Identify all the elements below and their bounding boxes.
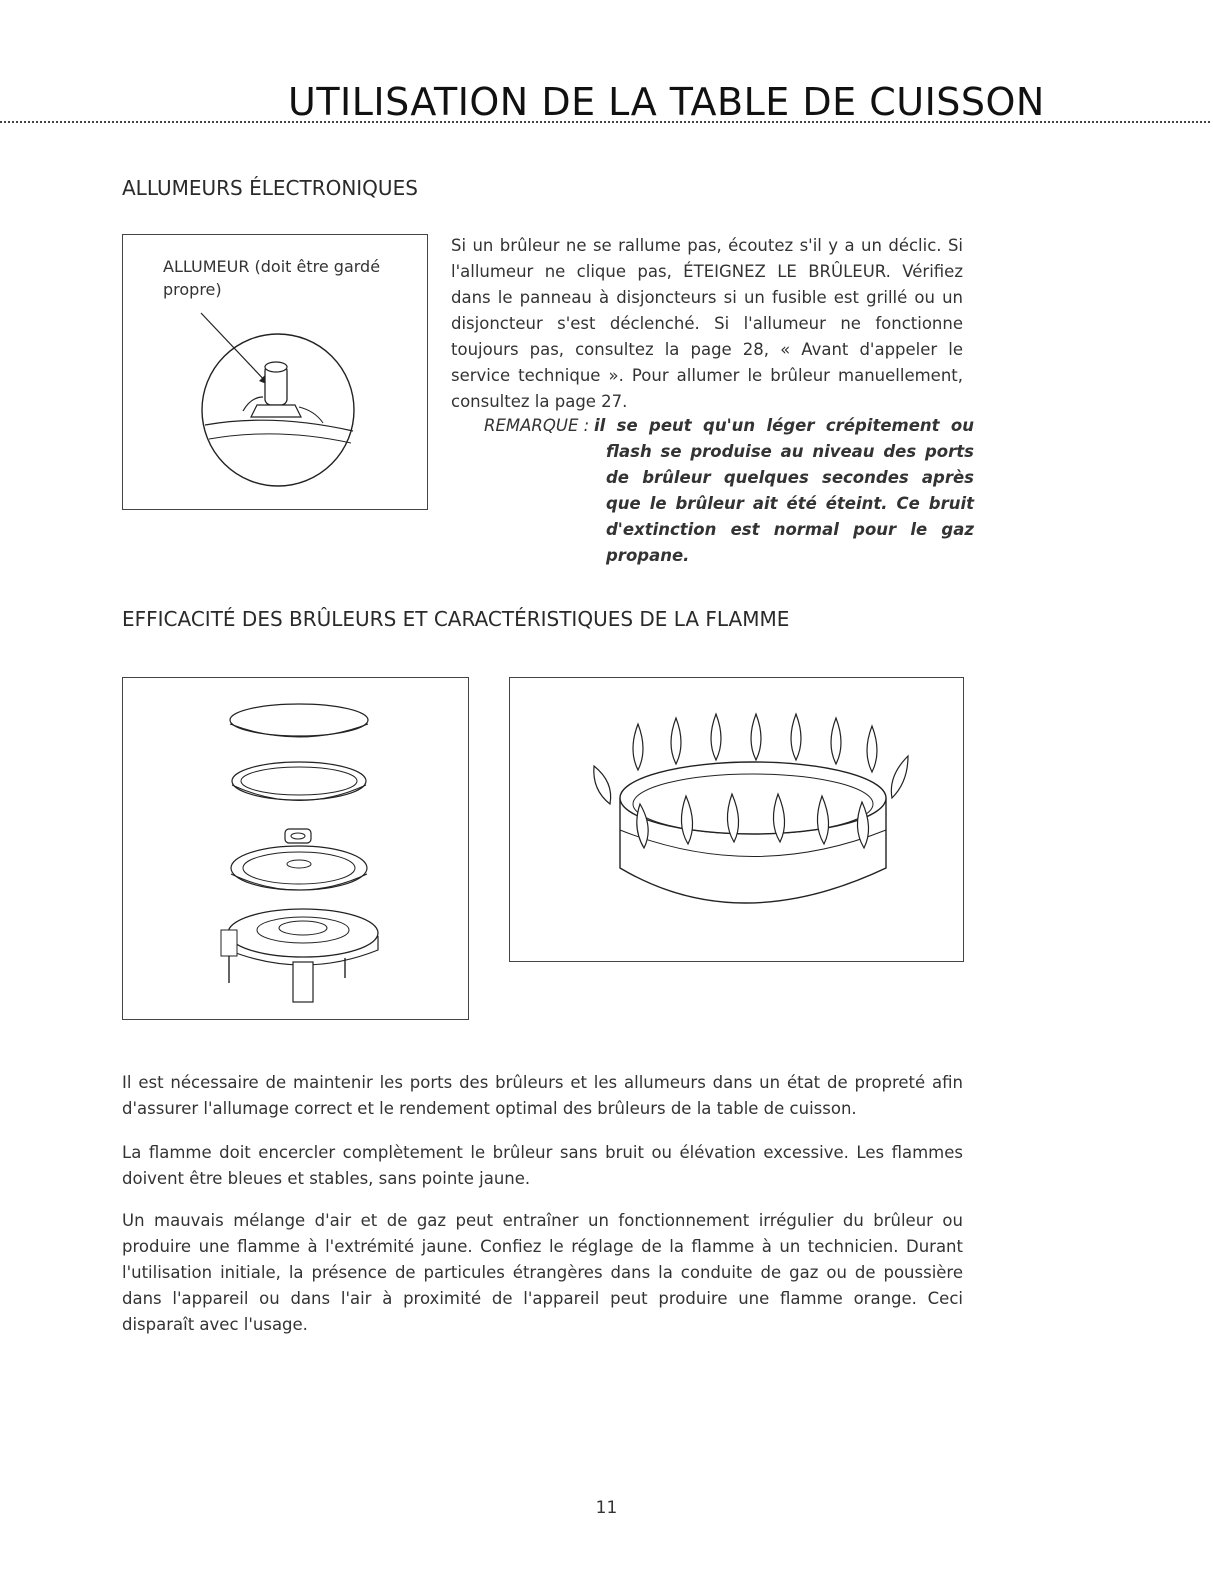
burner-flame-illustration (510, 678, 965, 963)
section-heading-flame: EFFICACITÉ DES BRÛLEURS ET CARACTÉRISTIQUES DE LA FLAMME (122, 607, 790, 631)
page-title: UTILISATION DE LA TABLE DE CUISSON (288, 80, 1045, 124)
flame-paragraph-3: Un mauvais mélange d'air et de gaz peut entraîner un fonctionnement irrégulier du brûleur ou produire une flamme à l'extrémité jaune. Confiez le réglage de la flamme à un technicien. Durant l'utilisation initiale, la présence de particules étrangères dans la conduite de gaz ou de poussière dans l'appareil ou dans l'air à proximité de l'appareil peut produire une flamme orange. Ceci disparaît avec l'usage. (122, 1211, 963, 1334)
igniter-illustration (123, 235, 429, 511)
igniter-figure (122, 234, 428, 510)
note-text: il se peut qu'un léger crépitement ou flash se produise au niveau des ports de brûleur quelques secondes après que le brûleur ait été éteint. Ce bruit d'extinction est normal pour le gaz propane. (594, 416, 974, 565)
title-divider (0, 121, 1210, 123)
page-number: 11 (595, 1498, 618, 1518)
burner-exploded-illustration (123, 678, 470, 1021)
flame-paragraph-2: La flamme doit encercler complètement le brûleur sans bruit ou élévation excessive. Les flammes doivent être bleues et stables, sans pointe jaune. (122, 1143, 963, 1188)
section-heading-igniters: ALLUMEURS ÉLECTRONIQUES (122, 176, 418, 200)
note-label: REMARQUE : (484, 416, 590, 435)
burner-flame-figure (509, 677, 964, 962)
igniter-figure-caption: ALLUMEUR (doit être gardé propre) (163, 257, 381, 299)
flame-paragraph-1: Il est nécessaire de maintenir les ports des brûleurs et les allumeurs dans un état de propreté afin d'assurer l'allumage correct et le rendement optimal des brûleurs de la table de cuisson. (122, 1073, 963, 1118)
igniter-paragraph: Si un brûleur ne se rallume pas, écoutez s'il y a un déclic. Si l'allumeur ne clique pas, ÉTEIGNEZ LE BRÛLEUR. Vérifiez dans le panneau à disjoncteurs si un fusible est grillé ou un disjoncteur s'est déclenché. Si l'allumeur ne fonctionne toujours pas, consultez la page 28, « Avant d'appeler le service technique ». Pour allumer le brûleur manuellement, consultez la page 27. (451, 236, 963, 411)
burner-exploded-figure (122, 677, 469, 1020)
